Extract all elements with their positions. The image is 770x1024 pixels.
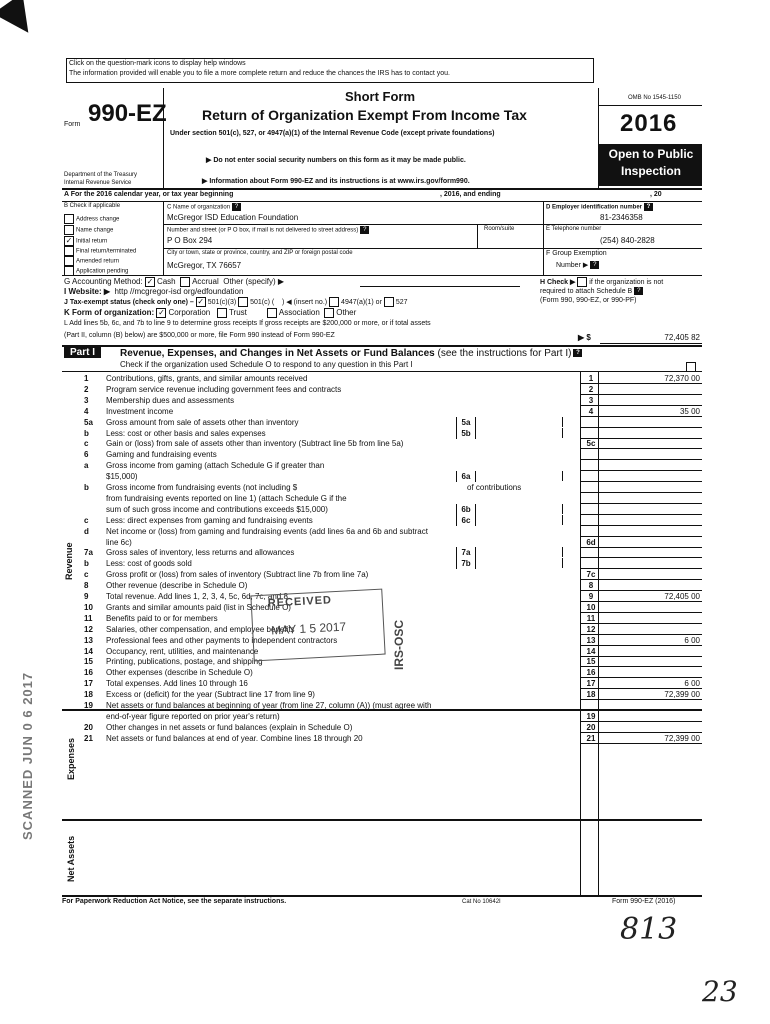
open-public-line1: Open to Public — [608, 147, 694, 161]
scanned-stamp: SCANNED JUN 0 6 2017 — [20, 671, 35, 840]
part-i-line — [62, 471, 702, 482]
dept-treasury: Department of the Treasury — [64, 172, 138, 178]
part-i-line — [62, 373, 702, 384]
part-i-line — [62, 526, 702, 537]
group-exemption-number[interactable]: Number ▶ ? — [556, 261, 599, 269]
line-number: 17 — [84, 679, 93, 689]
line-number: 13 — [84, 635, 93, 645]
tax-year: 2016 — [620, 110, 678, 137]
check-applicable-label: B Check if applicable — [64, 203, 121, 209]
side-revenue-label: Revenue — [64, 542, 74, 580]
line-number: 11 — [84, 613, 93, 623]
line-label: Grants and similar amounts paid (list in Schedule O) — [106, 602, 291, 612]
amount-line-number: 13 — [586, 635, 596, 645]
part-i-line — [62, 722, 702, 733]
amount-field[interactable]: 72,370 00 — [664, 374, 700, 383]
line-number: 5a — [84, 417, 93, 427]
part-i-line — [62, 482, 702, 493]
part-i-line — [62, 493, 702, 504]
mid-amount-field[interactable] — [474, 515, 563, 525]
org-city[interactable]: McGregor, TX 76657 — [167, 261, 242, 270]
amount-line-number: 10 — [586, 602, 596, 612]
amount-line-number: 7c — [586, 570, 596, 580]
form-number: 990-EZ — [88, 100, 167, 127]
open-public-line2: Inspection — [620, 164, 681, 178]
phone-value[interactable]: (254) 840-2828 — [600, 236, 655, 245]
line-number: 1 — [84, 374, 89, 383]
ein-label: D Employer identification number ? — [546, 203, 653, 211]
line-number: 6 — [84, 450, 89, 460]
mid-amount-field[interactable] — [474, 547, 563, 557]
check-final-return[interactable]: Final return/terminated — [64, 246, 136, 256]
line-number: 2 — [84, 384, 89, 394]
line-label: Gaming and fundraising events — [106, 450, 217, 460]
amount-line-number: 4 — [588, 406, 594, 416]
part-i-line — [62, 438, 702, 449]
footer-form: Form 990-EZ (2016) — [612, 898, 676, 905]
mid-amount-field[interactable] — [474, 428, 563, 438]
line-number: c — [84, 439, 89, 449]
amount-line-number: 19 — [586, 711, 596, 721]
amount-line-number: 12 — [586, 624, 596, 634]
part-i-line — [62, 689, 702, 700]
line-a: A For the 2016 calendar year, or tax year beginning — [64, 191, 234, 198]
part-i-line — [62, 558, 702, 569]
amount-line-number: 8 — [588, 581, 594, 591]
line-label: end-of-year figure reported on prior year's return) — [106, 711, 280, 721]
group-exemption-label: F Group Exemption — [546, 250, 607, 257]
mid-column-number: 7a — [456, 547, 476, 558]
line-label: Gross income from fundraising events (not including $ — [106, 483, 298, 492]
amount-line-number: 6d — [586, 537, 596, 547]
line-label: Net income or (loss) from gaming and fundraising events (add lines 6a and 6b and subtract — [106, 526, 428, 536]
part-i-line — [62, 733, 702, 744]
page-title: Return of Organization Exempt From Income Tax — [202, 107, 527, 123]
line-label: Gross amount from sale of assets other than inventory — [106, 417, 299, 427]
line-label: Less: cost or other basis and sales expenses — [106, 428, 266, 438]
mid-amount-field[interactable] — [474, 471, 563, 481]
check-application-pending[interactable]: Application pending — [64, 266, 128, 276]
line-label-suffix: of contributions — [467, 483, 522, 492]
line-label: Contributions, gifts, grants, and similar amounts received — [106, 374, 308, 383]
part-i-line — [62, 569, 702, 580]
org-name[interactable]: McGregor ISD Education Foundation — [167, 213, 299, 222]
part-i-line — [62, 384, 702, 395]
line-number: 20 — [84, 722, 93, 732]
gross-receipts[interactable]: 72,405 82 — [664, 333, 700, 342]
line-number: 4 — [84, 406, 89, 416]
line-label: Other expenses (describe in Schedule O) — [106, 668, 253, 678]
mid-column-number: 6b — [456, 504, 476, 515]
part-i-line — [62, 428, 702, 439]
line-label: Professional fees and other payments to independent contractors — [106, 635, 338, 645]
mid-column-number: 6a — [456, 471, 476, 482]
org-name-label: C Name of organization ? — [167, 203, 241, 211]
line-l-1: L Add lines 5b, 6c, and 7b to line 9 to determine gross receipts If gross receipts are $200,000 or more, or if total assets — [64, 320, 431, 327]
mid-amount-field[interactable] — [474, 417, 563, 427]
help-notice-line1: Click on the question-mark icons to display help windows — [69, 60, 246, 67]
footer-cat: Cat No 10642I — [462, 899, 501, 905]
part-i-line — [62, 395, 702, 406]
line-h-3: (Form 990, 990-EZ, or 990-PF) — [540, 297, 637, 304]
part-i-line — [62, 547, 702, 558]
line-number: c — [84, 515, 89, 525]
side-expenses-label: Expenses — [66, 737, 76, 780]
form-word: Form — [64, 121, 81, 128]
subtitle: Under section 501(c), 527, or 4947(a)(1) of the Internal Revenue Code (except private foundations) — [170, 130, 495, 137]
line-label: Salaries, other compensation, and employee benefits — [106, 624, 295, 634]
amount-line-number: 2 — [588, 384, 594, 394]
line-number: a — [84, 461, 89, 471]
part-i-title: Revenue, Expenses, and Changes in Net Assets or Fund Balances (see the instructions for Part I) ? — [120, 348, 582, 359]
part-i-line — [62, 406, 702, 417]
part-i-line — [62, 515, 702, 526]
line-label: Gross income from gaming (attach Schedule G if greater than — [106, 461, 325, 471]
amount-field[interactable]: 72,405 00 — [664, 592, 700, 601]
part-i-line — [62, 449, 702, 460]
amount-line-number: 11 — [586, 613, 596, 623]
line-label: Occupancy, rent, utilities, and maintenance — [106, 646, 259, 656]
irs-osc-stamp: IRS-OSC — [392, 619, 406, 670]
amount-line-number: 16 — [586, 668, 596, 678]
ein-value[interactable]: 81-2346358 — [600, 213, 643, 222]
line-label: Benefits paid to or for members — [106, 613, 218, 623]
line-label: sum of such gross income and contributions exceeds $15,000) — [106, 504, 328, 514]
received-stamp: RECEIVED MAY 1 5 2017 — [250, 589, 385, 662]
title-short: Short Form — [344, 89, 416, 104]
amount-field[interactable]: 72,399 00 — [664, 690, 700, 700]
help-notice-line2: The information provided will enable you to file a more complete return and reduce the chances the IRS has to contact you. — [69, 70, 450, 77]
line-label: Membership dues and assessments — [106, 395, 235, 405]
amount-field[interactable]: 35 00 — [679, 406, 700, 416]
mid-amount-field[interactable] — [474, 558, 563, 568]
instruction-info: ▶ Information about Form 990-EZ and its instructions is at www.irs.gov/form990. — [202, 178, 470, 185]
line-a-mid: , 2016, and ending — [440, 191, 501, 198]
mid-column-number: 5b — [456, 428, 476, 439]
line-number: 15 — [84, 657, 93, 667]
line-label: Other revenue (describe in Schedule O) — [106, 581, 248, 591]
line-label: Net assets or fund balances at beginning of year (from line 27, column (A)) (must agree with — [106, 701, 432, 710]
line-number: 16 — [84, 668, 93, 678]
line-label: Excess or (deficit) for the year (Subtract line 17 from line 9) — [106, 690, 315, 700]
line-l-2: (Part II, column (B) below) are $500,000 or more, file Form 990 instead of Form 990-EZ — [64, 332, 335, 339]
line-number: b — [84, 483, 89, 492]
amount-line-number: 20 — [586, 722, 596, 732]
amount-line-number: 1 — [588, 374, 594, 383]
city-label: City or town, state or province, country, and ZIP or foreign postal code — [167, 250, 353, 256]
line-i-website: I Website: ▶ http //mcgregor-isd org/edfoundation — [64, 287, 244, 296]
scan-mark — [0, 0, 43, 43]
irs-label: Internal Revenue Service — [64, 180, 132, 186]
part-i-line — [62, 711, 702, 722]
line-number: 7a — [84, 548, 93, 558]
omb-number: OMB No 1545-1150 — [628, 95, 681, 101]
check-name-change[interactable]: Name change — [64, 225, 113, 235]
line-g: G Accounting Method: ✓ Cash Accrual Other (specify) ▶ — [64, 277, 285, 287]
line-number: d — [84, 526, 89, 536]
part-i-line — [62, 537, 702, 548]
line-label: Other changes in net assets or fund balances (explain in Schedule O) — [106, 722, 353, 732]
line-label: Less: direct expenses from gaming and fundraising events — [106, 515, 313, 525]
handwritten-813: 813 — [620, 912, 678, 947]
part-i-tag: Part I — [64, 347, 101, 358]
amount-line-number: 14 — [586, 646, 596, 656]
part-i-line — [62, 504, 702, 515]
mid-column-number: 5a — [456, 417, 476, 428]
line-label: Total expenses. Add lines 10 through 16 — [106, 679, 248, 689]
line-number: 8 — [84, 581, 89, 591]
instruction-ssn: ▶ Do not enter social security numbers on this form as it may be made public. — [206, 157, 466, 164]
line-number: 9 — [84, 592, 89, 601]
line-label: from fundraising events reported on line 1) (attach Schedule G if the — [106, 493, 347, 503]
line-label: Investment income — [106, 406, 174, 416]
line-h: H Check ▶ if the organization is not — [540, 278, 664, 286]
check-initial-return[interactable]: ✓ Initial return — [65, 236, 108, 245]
line-label: Gain or (loss) from sale of assets other than inventory (Subtract line 5b from line 5a) — [106, 439, 404, 449]
check-address-change[interactable]: Address change — [64, 214, 119, 224]
line-label: Printing, publications, postage, and shipping — [106, 657, 263, 667]
part-i-line — [62, 656, 702, 667]
part-i-line — [62, 417, 702, 428]
line-number: 10 — [84, 602, 93, 612]
amount-line-number: 3 — [588, 395, 594, 405]
phone-label: E Telephone number — [546, 226, 602, 232]
line-number: b — [84, 559, 89, 569]
part-i-line — [62, 460, 702, 471]
line-k: K Form of organization: ✓ Corporation Trust Association Other — [64, 308, 357, 318]
line-a-end: , 20 — [650, 191, 662, 198]
amount-line-number: 5c — [586, 439, 596, 449]
line-number: 21 — [84, 733, 93, 743]
line-h-2: required to attach Schedule B ? — [540, 287, 643, 295]
side-net-assets-label: Net Assets — [66, 835, 76, 882]
amount-line-number: 17 — [586, 679, 596, 689]
line-number: 3 — [84, 395, 89, 405]
check-amended-return[interactable]: Amended return — [64, 256, 119, 266]
part-i-check: Check if the organization used Schedule O to respond to any question in this Part I — [120, 360, 413, 369]
mid-column-number: 6c — [456, 515, 476, 526]
street-label: Number and street (or P O box, if mail is not delivered to street address) ? — [167, 226, 369, 234]
amount-field[interactable]: 6 00 — [684, 679, 700, 689]
amount-line-number: 18 — [586, 690, 596, 700]
line-number: c — [84, 570, 89, 580]
line-l-arrow: ▶ $ — [578, 333, 591, 342]
amount-line-number: 21 — [586, 733, 596, 743]
line-label: Program service revenue including government fees and contracts — [106, 384, 342, 394]
footer-paperwork: For Paperwork Reduction Act Notice, see the separate instructions. — [62, 898, 287, 905]
line-number: 18 — [84, 690, 93, 700]
line-j: J Tax-exempt status (check only one) – ✓ 501(c)(3) 501(c) ( ) ◀ (insert no.) 4947(a)(1) or 527 — [64, 297, 408, 306]
line-label: Net assets or fund balances at end of year. Combine lines 18 through 20 — [106, 733, 363, 743]
mid-column-number: 7b — [456, 558, 476, 569]
mid-amount-field[interactable] — [474, 504, 563, 514]
line-label: Less: cost of goods sold — [106, 559, 192, 569]
line-number: 19 — [84, 701, 93, 710]
amount-field[interactable]: 6 00 — [684, 635, 700, 645]
line-label: $15,000) — [106, 472, 138, 482]
amount-field[interactable]: 72,399 00 — [664, 733, 700, 743]
part-i-line — [62, 678, 702, 689]
line-label: Gross profit or (loss) from sales of inventory (Subtract line 7b from line 7a) — [106, 570, 369, 580]
line-label: Gross sales of inventory, less returns and allowances — [106, 548, 295, 558]
handwritten-23: 23 — [702, 975, 738, 1008]
org-street[interactable]: P O Box 294 — [167, 236, 213, 245]
room-suite-label: Room/suite — [484, 226, 515, 232]
line-number: 12 — [84, 624, 93, 634]
part-i-line — [62, 667, 702, 678]
amount-line-number: 9 — [588, 592, 594, 601]
line-number: 14 — [84, 646, 93, 656]
line-label: line 6c) — [106, 537, 132, 547]
line-label: Total revenue. Add lines 1, 2, 3, 4, 5c, 6d, 7c, and 8 — [106, 592, 288, 601]
amount-line-number: 15 — [586, 657, 596, 667]
line-number: b — [84, 428, 89, 438]
